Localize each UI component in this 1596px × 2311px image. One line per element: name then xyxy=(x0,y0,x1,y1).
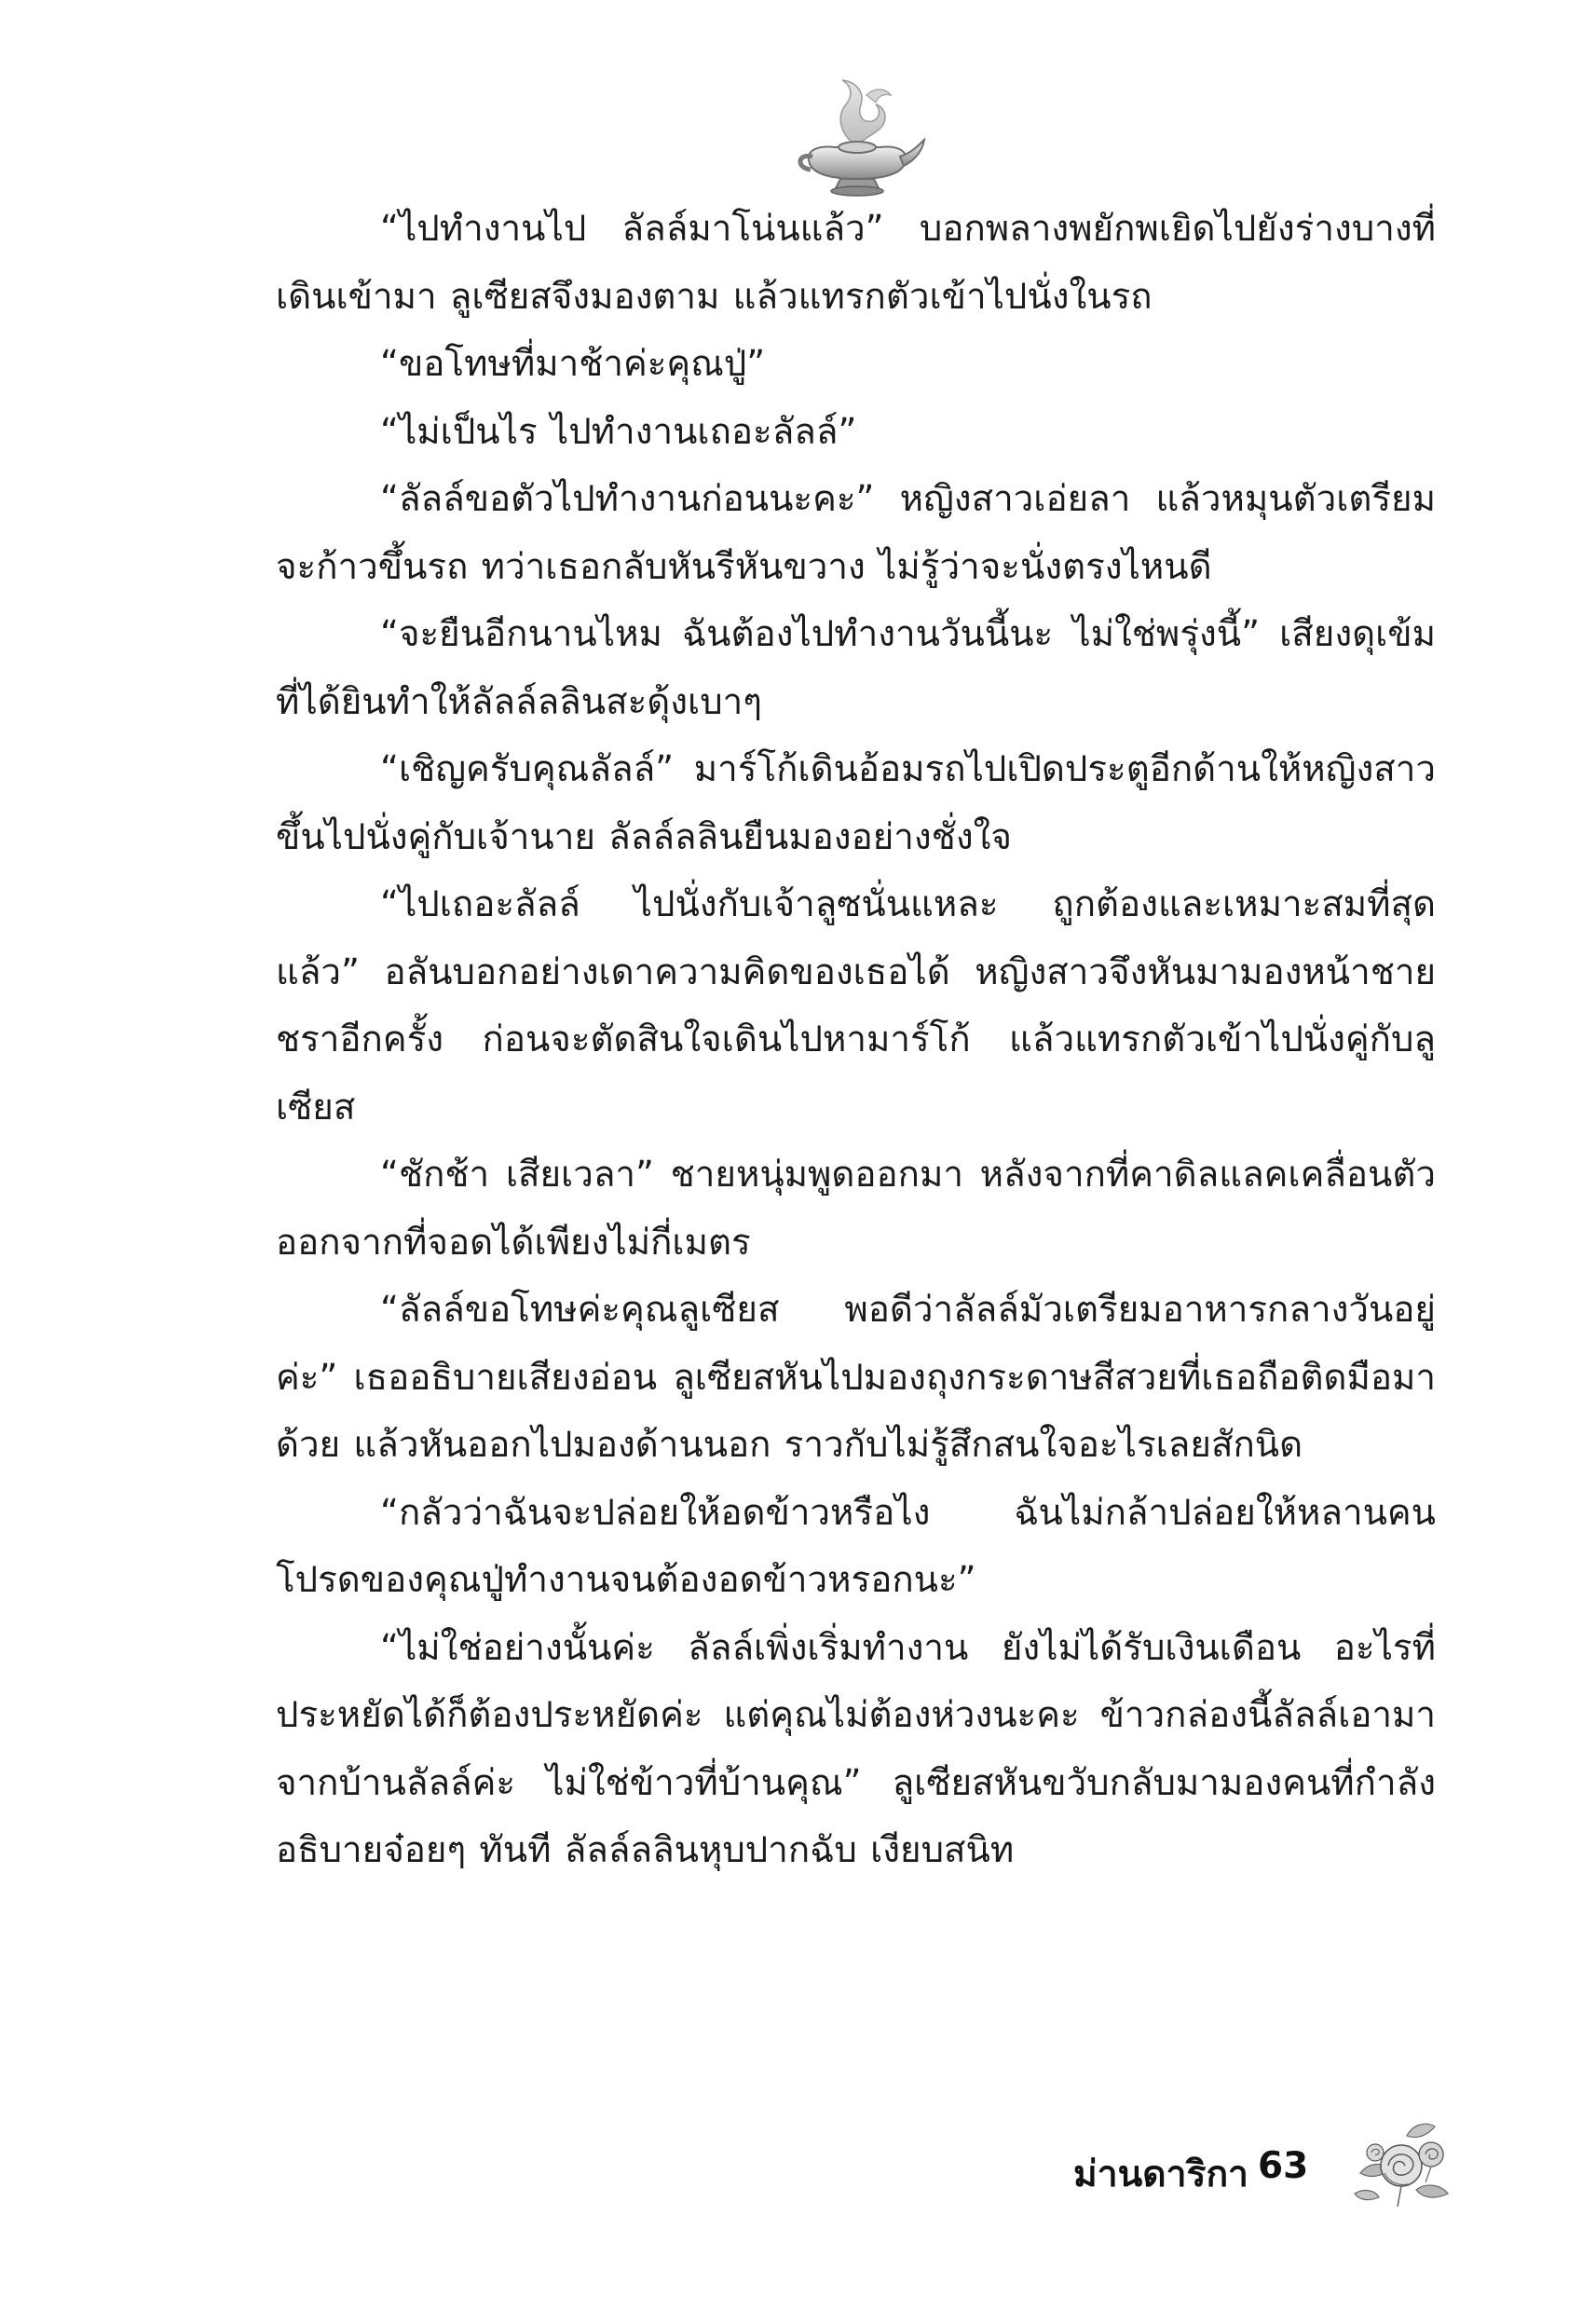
page-footer xyxy=(1071,2117,1463,2220)
paragraph-7: “ไปเถอะลัลล์ ไปนั่งกับเจ้าลูซนั่นแหละ ถูกต้องและเหมาะสมที่สุดแล้ว” อลันบอกอย่างเดาความคิดของเธอได้ หญิงสาวจึงหันมามองหน้าชายชราอีกครั้ง ก่อนจะตัดสินใจเดินไปหามาร์โก้ แล้วแทรกตัวเข้าไปนั่งคู่กับลูเซียส xyxy=(276,883,1436,1128)
paragraph-10: “กลัวว่าฉันจะปล่อยให้อดข้าวหรือไง ฉันไม่กล้าปล่อยให้หลานคนโปรดของคุณปู่ทำงานจนต้องอดข้าวหรอกนะ” xyxy=(276,1491,1436,1601)
rose-flower-icon xyxy=(1351,2117,1455,2210)
paragraph-8: “ชักช้า เสียเวลา” ชายหนุ่มพูดออกมา หลังจากที่คาดิลแลคเคลื่อนตัวออกจากที่จอดได้เพียงไม่กี่เมตร xyxy=(276,1154,1436,1264)
magic-lamp-icon xyxy=(788,67,928,207)
paragraph-4: “ลัลล์ขอตัวไปทำงานก่อนนะคะ” หญิงสาวเอ่ยลา แล้วหมุนตัวเตรียมจะก้าวขึ้นรถ ทว่าเธอกลับหันรีหันขวาง ไม่รู้ว่าจะนั่งตรงไหนดี xyxy=(276,478,1436,588)
paragraph-6: “เชิญครับคุณลัลล์” มาร์โก้เดินอ้อมรถไปเปิดประตูอีกด้านให้หญิงสาวขึ้นไปนั่งคู่กับเจ้านาย ลัลล์ลลินยืนมองอย่างชั่งใจ xyxy=(276,748,1436,858)
paragraph-9: “ลัลล์ขอโทษค่ะคุณลูเซียส พอดีว่าลัลล์มัวเตรียมอาหารกลางวันอยู่ค่ะ” เธออธิบายเสียงอ่อน ลูเซียสหันไปมองถุงกระดาษสีสวยที่เธอถือติดมือมาด้วย แล้วหันออกไปมองด้านนอก ราวกับไม่รู้สึกสนใจอะไรเลยสักนิด xyxy=(276,1289,1436,1466)
paragraph-3: “ไม่เป็นไร ไปทำงานเถอะลัลล์” xyxy=(380,410,857,453)
paragraph-2: “ขอโทษที่มาช้าค่ะคุณปู่” xyxy=(380,343,766,385)
page-body xyxy=(276,196,1436,2115)
paragraph-11: “ไม่ใช่อย่างนั้นค่ะ ลัลล์เพิ่งเริ่มทำงาน ยังไม่ได้รับเงินเดือน อะไรที่ประหยัดได้ก็ต้องประหยัดค่ะ แต่คุณไม่ต้องห่วงนะคะ ข้าวกล่องนี้ลัลล์เอามาจากบ้านลัลล์ค่ะ ไม่ใช่ข้าวที่บ้านคุณ” ลูเซียสหันขวับกลับมามองคนที่กำลังอธิบายจ๋อยๆ ทันที ลัลล์ลลินหุบปากฉับ เงียบสนิท xyxy=(276,1626,1436,1871)
paragraph-1: “ไปทำงานไป ลัลล์มาโน่นแล้ว” บอกพลางพยักพเยิดไปยังร่างบางที่เดินเข้ามา ลูเซียสจึงมองตาม แล้วแทรกตัวเข้าไปนั่งในรถ xyxy=(276,208,1436,318)
page-number: 63 xyxy=(1258,2145,1309,2187)
paragraph-5: “จะยืนอีกนานไหม ฉันต้องไปทำงานวันนี้นะ ไม่ใช่พรุ่งนี้” เสียงดุเข้มที่ได้ยินทำให้ลัลล์ลลินสะดุ้งเบาๆ xyxy=(276,613,1436,723)
book-title: ม่านดาริกา xyxy=(1073,2154,1248,2195)
